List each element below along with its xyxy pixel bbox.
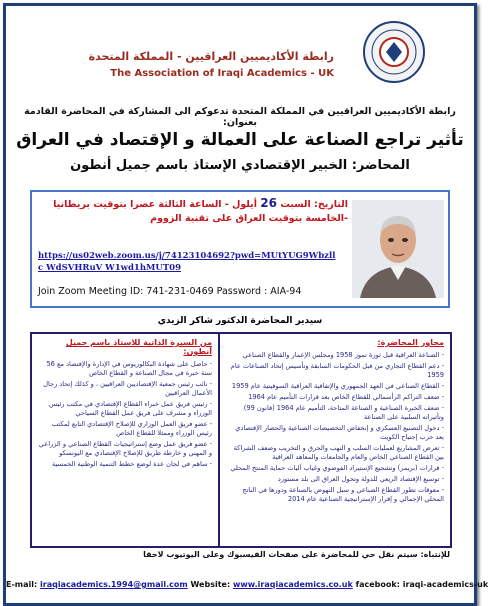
zoom-link[interactable]: https://us02web.zoom.us/j/74123104692?pwd=MUtYUG9Wbzllc WdSVHRuV W1wd1hMUT09: [38, 251, 336, 273]
bio-item: - حاصل على شهادة البكالوريوس في الإدارة والإقتصاد مع 56 سنة خبرة في مجال الصناعة و القطاع الخاص: [46, 360, 212, 377]
closing-note: للإنتباه: سيتم نقل حي للمحاضرة على صفحات الفيسبوك وعلى اليوتيوب لاحقا: [143, 550, 450, 559]
axes-item: - توسيع الإقتصاد الريعي للدولة وتحول العراق الى بلد مستورد: [277, 475, 444, 483]
org-name-english: The Association of Iraqi Academics - UK: [110, 68, 334, 79]
facebook-handle: iraqi-academics-uk: [402, 580, 488, 589]
lecture-axes-box: [218, 332, 452, 548]
bio-item: - عضو فريق العمل الوزاري للإصلاح الإقتصادي التابع لمكتب رئيس الوزراء وممثلا للقطاع الخاص: [51, 420, 212, 437]
axes-item: - ضعف الخبرة الصناعية و الصناعة المتاحة، التأميم عام 1964 (قانون 99) وتأثيراته السلبية على الصناعة: [243, 404, 444, 421]
invitation-text: رابطة الأكاديميين العراقيين في المملكة المتحدة تدعوكم الى المشاركة في المحاضرة القادمة بعنوان:: [24, 106, 456, 128]
date-prefix: التاريخ: السبت: [280, 199, 348, 210]
axes-list: [220, 351, 450, 504]
bio-item: - نائب رئيس جمعية الإقتصاديين العراقيين ، و كذلك إتحاد رجال الأعمال العراقيين: [43, 380, 212, 397]
bio-item: - رئيس فريق عمل خبراء القطاع الإقتصادي في مكتب رئيس الوزراء و مشرف على فريق عمل القطاع السياحي: [49, 400, 212, 417]
axes-item: - دعم القطاع التجاري من قبل الحكومات السابقة وتأسيس إتحاد الصناعات عام 1959: [230, 362, 444, 379]
date-day: 26: [260, 196, 277, 210]
axes-item: - الصناعة العراقية قبل ثورة تموز 1958 ومجلس الإعمار والقطاع الصناعي: [242, 351, 444, 359]
flyer-frame: [3, 3, 488, 606]
association-logo: [362, 20, 426, 84]
axes-item: - قرارات (بريمر) وتشجيع الإستيراد الفوضوي وغياب آليات حماية المنتج المحلي: [230, 464, 444, 472]
facebook-label: facebook:: [355, 580, 400, 589]
website-link[interactable]: www.iraqiacademics.co.uk: [232, 580, 353, 589]
website-label: Website:: [190, 580, 231, 589]
lecturer-photo: [352, 200, 444, 298]
date-rest: أيلول - الساعة الثالثة عصرا بتوقيت بريطانيا -الخامسة بتوقيت العراق على تقنية الزووم: [53, 199, 348, 224]
bio-heading: من السيرة الذاتية للاستاذ باسم جميل أنطون:: [65, 338, 212, 356]
axes-item: - تعرض المشاريع لعمليات السلب و النهب والحرق و التخريب وضعف الشراكة بين القطاع الصناعي الخاص والعام والجامعات والمعاهد العراقية: [233, 444, 444, 461]
email-link[interactable]: iraqiacademics.1994@gmail.com: [40, 580, 188, 589]
axes-item: - دخول التصنيع العسكري و إنخفاض التخصيصات الصناعية والحصار الإقتصادي بعد حرب إجتياح الكويت: [235, 424, 444, 441]
axes-item: - ضعف التراكم الرأسمالي للقطاع الخاص بعد قرارات التأميم عام 1964: [248, 393, 444, 401]
moderator-line: سيدير المحاضرة الدكتور شاكر الزيدي: [157, 316, 323, 326]
zoom-meeting-id: Join Zoom Meeting ID: 741-231-0469 Password : AIA-94: [38, 286, 302, 297]
axes-item: - معوقات تطور القطاع الصناعي و سبل النهوض بالصناعة ودورها في الناتج المحلي الإجمالي و إقرار الإستراتيجية الصناعية عام 2014: [242, 486, 444, 503]
header: [88, 20, 426, 80]
lecturer-bio-box: [30, 332, 220, 548]
axes-item: - القطاع الصناعي في العهد الجمهوري والإتفاقية العراقية السوفيتية عام 1959: [231, 382, 444, 390]
lecturer-line: المحاضر: الخبير الإقتصادي الإستاذ باسم جميل أنطون: [70, 158, 410, 173]
axes-heading: محاور المحاضرة:: [377, 338, 444, 347]
lecture-title: تأثير تراجع الصناعة على العمالة و الإقتصاد في العراق: [16, 130, 464, 150]
contact-footer: [6, 580, 488, 589]
bio-list: [32, 360, 218, 469]
org-name-arabic: رابطة الأكاديميين العراقيين - المملكة المتحدة: [88, 50, 334, 63]
zoom-info-box: [30, 190, 450, 308]
lecture-date-time: [38, 196, 348, 226]
bio-item: - عضو فريق عمل وضع إستراتيجيات القطاع الصناعي و الزراعي و المهني و خارطة طريق للإصلاح الإقتصادي مع اليونسكو: [38, 440, 212, 457]
bio-item: - ساهم في لجان عدة لوضع خطط التنمية الوطنية الخمسية: [51, 460, 212, 468]
email-label: E-mail:: [6, 580, 38, 589]
